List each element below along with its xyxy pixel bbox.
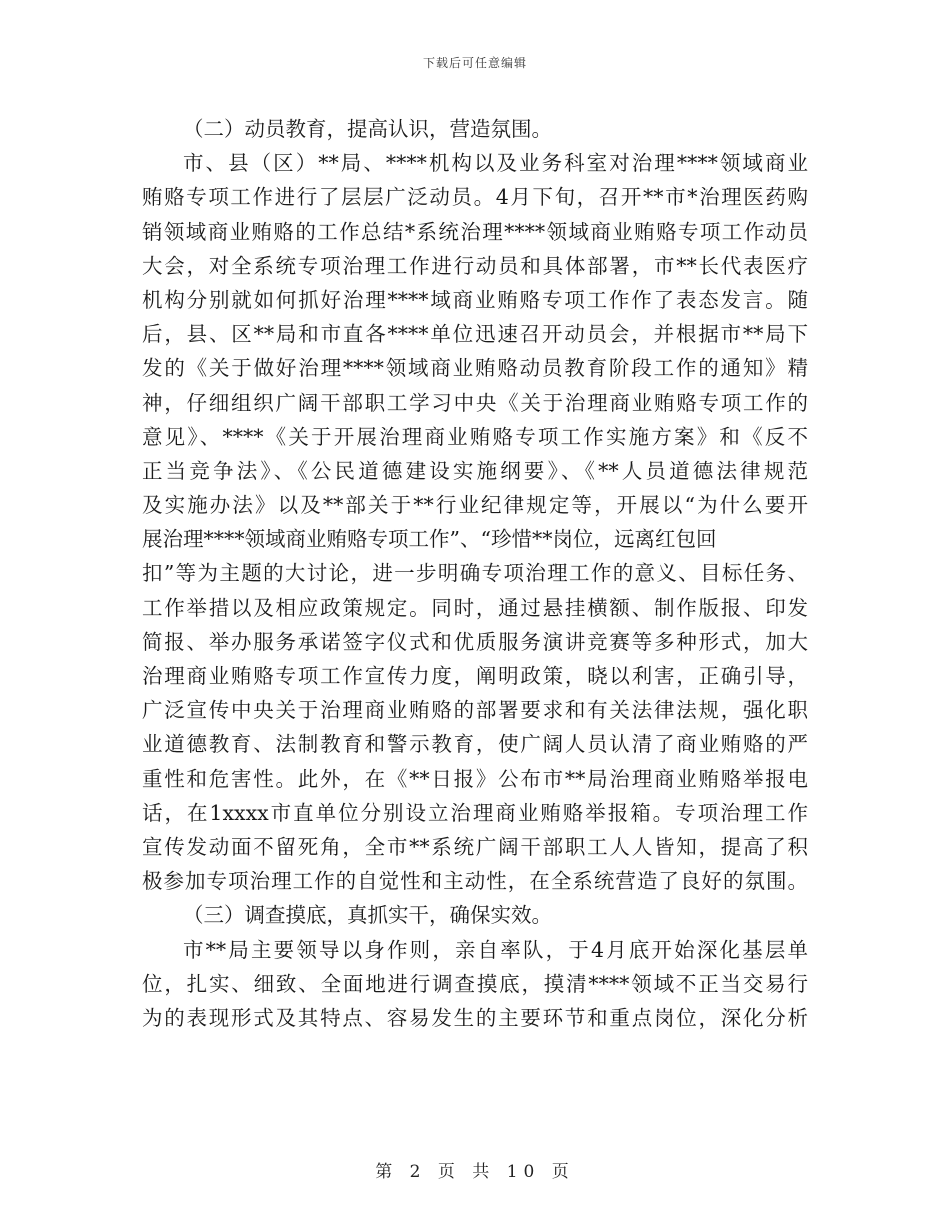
document-body xyxy=(142,112,808,1035)
text-line: 神，仔细组织广阔干部职工学习中央《关于治理商业贿赂专项工作的 xyxy=(142,390,808,415)
page-number-footer: 第 2 页 共 10 页 xyxy=(375,1162,575,1182)
text-line: 贿赂专项工作进行了层层广泛动员。4月下旬，召开**市*治理医药购 xyxy=(142,185,808,210)
text-line: 极参加专项治理工作的自觉性和主动性，在全系统营造了良好的氛围。 xyxy=(142,869,808,894)
text-line: （三）调查摸底，真抓实干，确保实效。 xyxy=(183,903,552,928)
text-line: 后，县、区**局和市直各****单位迅速召开动员会，并根据市**局下 xyxy=(142,322,808,347)
text-line: 简报、举办服务承诺签字仪式和优质服务演讲竞赛等多种形式，加大 xyxy=(142,629,808,654)
text-line: 业道德教育、法制教育和警示教育，使广阔人员认清了商业贿赂的严 xyxy=(142,732,808,757)
text-line: 市、县（区）**局、****机构以及业务科室对治理****领域商业 xyxy=(183,151,808,176)
text-line: （二）动员教育，提高认识，营造氛围。 xyxy=(183,117,552,141)
header-note: 下载后可任意编辑 xyxy=(422,56,527,70)
text-line: 治理商业贿赂专项工作宣传力度，阐明政策，晓以利害，正确引导， xyxy=(142,664,808,688)
text-line: 工作举措以及相应政策规定。同时，通过悬挂横额、制作版报、印发 xyxy=(142,595,808,620)
text-line: 发的《关于做好治理****领域商业贿赂动员教育阶段工作的通知》精 xyxy=(142,356,808,381)
text-line: 话，在1xxxx市直单位分别设立治理商业贿赂举报箱。专项治理工作 xyxy=(142,800,808,825)
text-line: 广泛宣传中央关于治理商业贿赂的部署要求和有关法律法规，强化职 xyxy=(142,698,808,723)
text-line: 大会，对全系统专项治理工作进行动员和具体部署，市**长代表医疗 xyxy=(142,253,808,278)
text-line: 为的表现形式及其特点、容易发生的主要环节和重点岗位，深化分析 xyxy=(142,1005,808,1030)
text-line: 宣传发动面不留死角，全市**系统广阔干部职工人人皆知，提高了积 xyxy=(142,834,808,859)
text-line: 销领域商业贿赂的工作总结*系统治理****领域商业贿赂专项工作动员 xyxy=(142,219,808,244)
text-line: 展治理****领域商业贿赂专项工作”、“珍惜**岗位，远离红包回 xyxy=(142,527,717,552)
text-line: 意见》、****《关于开展治理商业贿赂专项工作实施方案》和《反不 xyxy=(142,424,808,449)
text-line: 重性和危害性。此外，在《**日报》公布市**局治理商业贿赂举报电 xyxy=(142,766,808,791)
text-line: 正当竞争法》、《公民道德建设实施纲要》、《**人员道德法律规范 xyxy=(142,458,808,483)
text-line: 扣”等为主题的大讨论，进一步明确专项治理工作的意义、目标任务、 xyxy=(142,561,808,586)
text-line: 机构分别就如何抓好治理****域商业贿赂专项工作作了表态发言。随 xyxy=(142,287,808,312)
text-line: 及实施办法》以及**部关于**行业纪律规定等，开展以“为什么要开 xyxy=(142,493,808,518)
text-line: 位，扎实、细致、全面地进行调查摸底，摸清****领域不正当交易行 xyxy=(142,971,808,996)
text-line: 市**局主要领导以身作则，亲自率队，于4月底开始深化基层单 xyxy=(183,937,808,962)
